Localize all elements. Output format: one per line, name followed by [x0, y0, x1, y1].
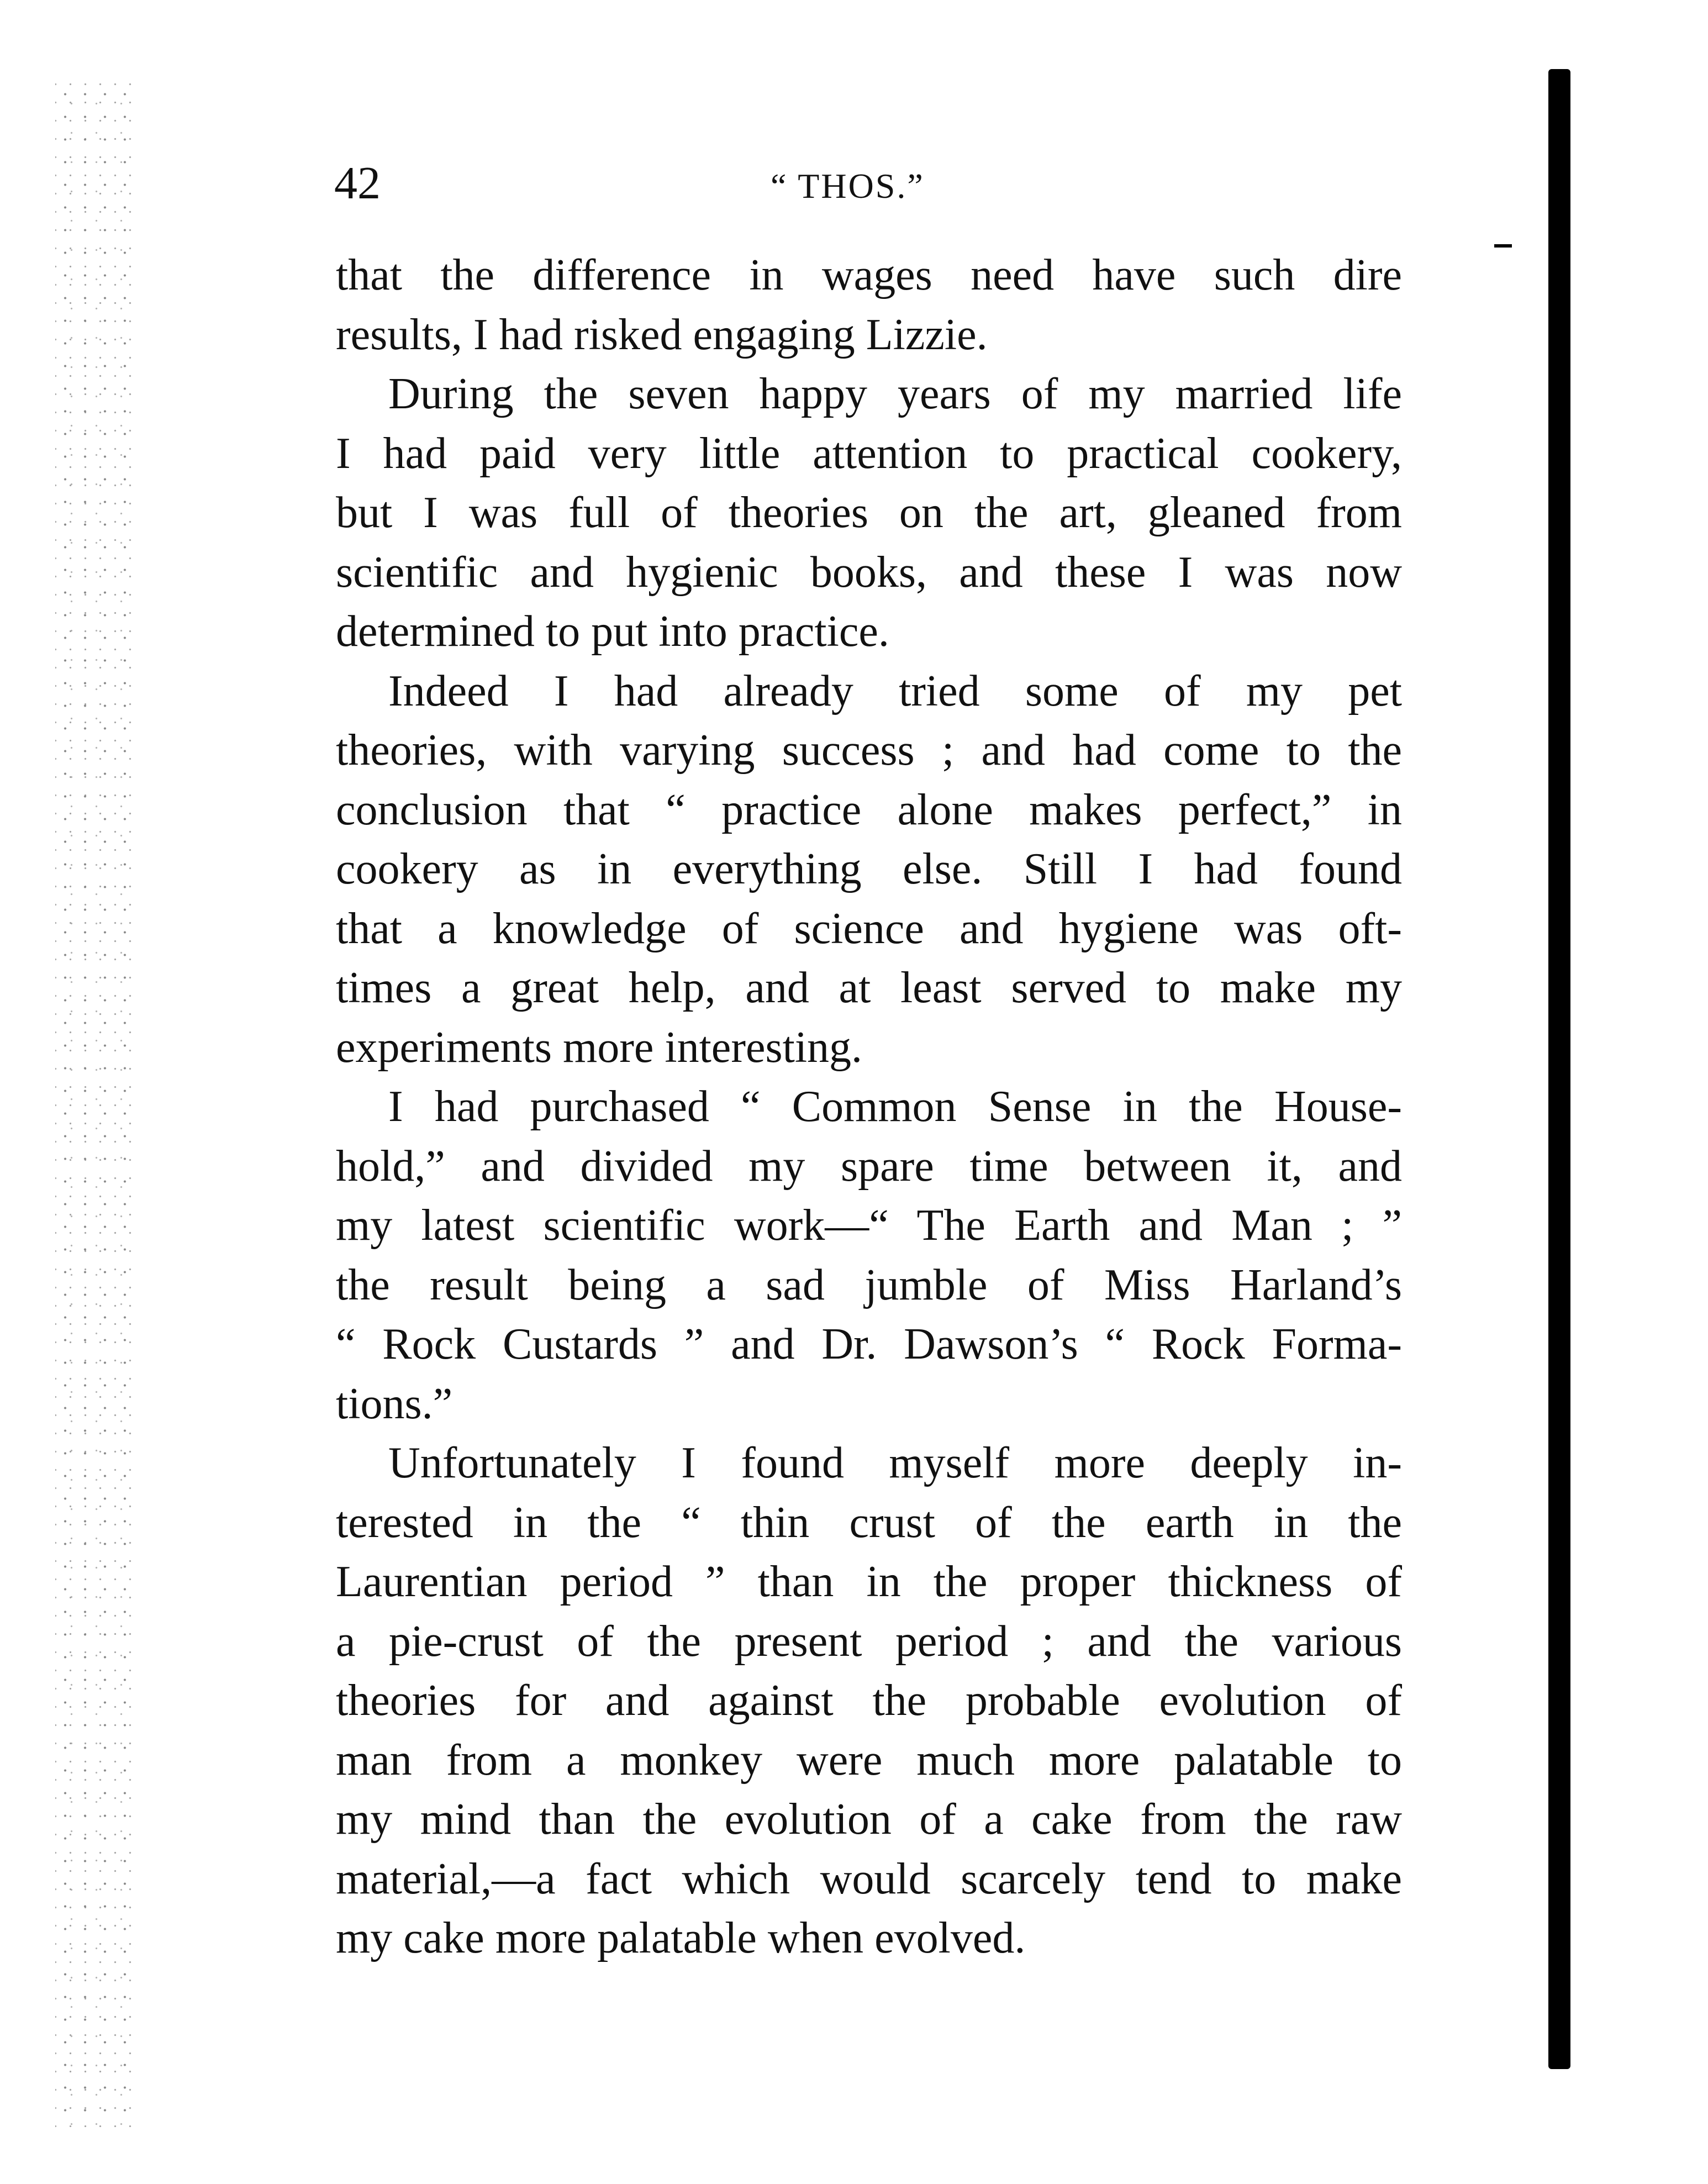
text-line: I had purchased “ Common Sense in the House- [388, 1082, 1402, 1131]
text-line: experiments more interesting. [336, 1023, 863, 1072]
text-line: times a great help, and at least served to make my [336, 964, 1402, 1012]
binding-gutter-speckle [55, 83, 138, 2127]
text-line: but I was full of theories on the art, gleaned from [336, 488, 1402, 537]
paragraph [336, 246, 1402, 365]
text-line: my cake more palatable when evolved. [336, 1914, 1026, 1962]
paragraph [336, 662, 1402, 1078]
text-line: “ Rock Custards ” and Dr. Dawson’s “ Rock Forma- [336, 1320, 1402, 1369]
text-line: results, I had risked engaging Lizzie. [336, 310, 988, 359]
text-line: man from a monkey were much more palatable to [336, 1735, 1402, 1785]
text-line: Indeed I had already tried some of my pet [388, 666, 1402, 715]
text-line: determined to put into practice. [336, 607, 889, 656]
text-line: theories, with varying success ; and had come to the [336, 726, 1402, 775]
text-line: cookery as in everything else. Still I had found [336, 845, 1402, 893]
text-line: my mind than the evolution of a cake from the raw [336, 1795, 1402, 1844]
text-line: theories for and against the probable evolution of [336, 1676, 1402, 1725]
text-line: scientific and hygienic books, and these I was now [336, 548, 1402, 597]
text-line: terested in the “ thin crust of the earth in the [336, 1498, 1402, 1547]
text-line: Laurentian period ” than in the proper thickness of [336, 1557, 1402, 1606]
text-line: Unfortunately I found myself more deeply in- [388, 1439, 1402, 1487]
paragraph [336, 1077, 1402, 1434]
page-header [0, 156, 1708, 217]
text-line: conclusion that “ practice alone makes perfect,” in [336, 785, 1402, 834]
text-line: my latest scientific work—“ The Earth and Man ; ” [336, 1201, 1402, 1250]
text-line: During the seven happy years of my married life [388, 370, 1402, 418]
text-line: hold,” and divided my spare time between it, and [336, 1141, 1402, 1191]
body-text [336, 246, 1402, 1969]
paragraph [336, 1434, 1402, 1969]
scan-edge-bar [1548, 69, 1570, 2069]
page-number: 42 [334, 157, 381, 209]
text-line: tions.” [336, 1379, 453, 1428]
paragraph [336, 365, 1402, 662]
text-line: I had paid very little attention to practical cookery, [336, 429, 1402, 478]
text-line: a pie-crust of the present period ; and the various [336, 1617, 1402, 1666]
text-line: the result being a sad jumble of Miss Harland’s [336, 1260, 1402, 1309]
scan-edge-dash [1494, 244, 1512, 248]
text-line: material,—a fact which would scarcely tend to make [336, 1854, 1402, 1903]
text-line: that the difference in wages need have such dire [336, 251, 1402, 299]
text-line: that a knowledge of science and hygiene was oft- [336, 904, 1402, 953]
running-head: “ THOS.” [771, 166, 925, 206]
